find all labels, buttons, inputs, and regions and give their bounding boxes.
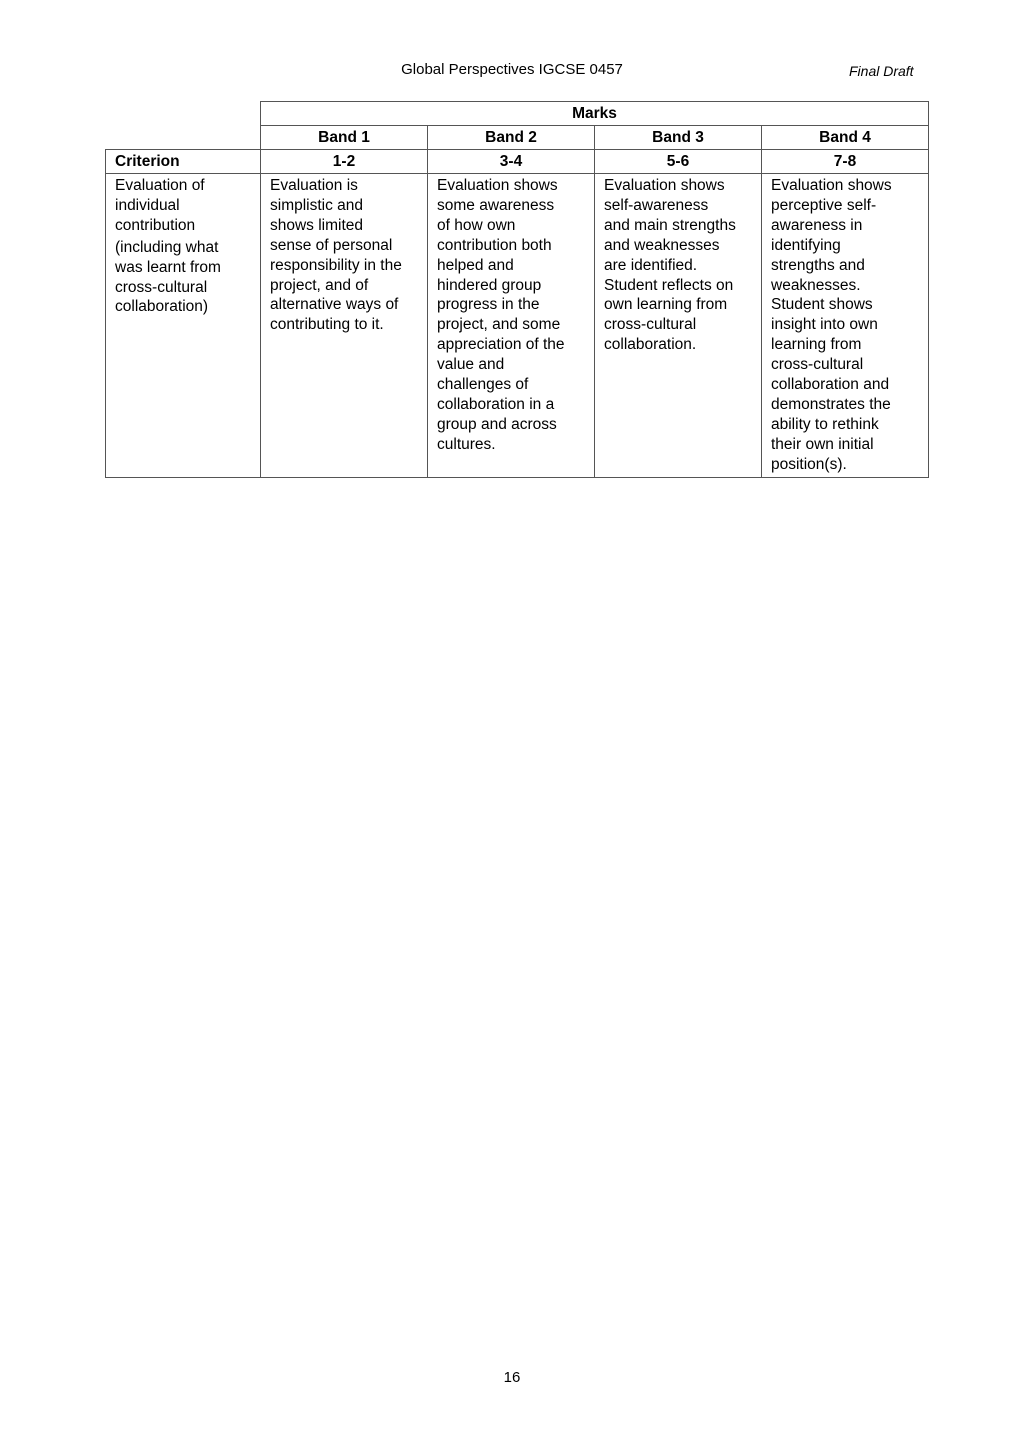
descriptor-line: awareness in xyxy=(771,216,863,234)
descriptor-line: position(s). xyxy=(771,455,847,473)
descriptor-line: project, and some xyxy=(437,316,561,334)
descriptor-line: insight into own xyxy=(771,316,878,334)
descriptor-line: Student shows xyxy=(771,296,873,314)
marks-header: Marks xyxy=(261,102,929,126)
criterion-text-line: Evaluation of xyxy=(115,177,205,194)
descriptor-line: cultures. xyxy=(437,435,496,453)
criterion-cell xyxy=(106,174,261,478)
criterion-text-line: cross-cultural xyxy=(115,278,208,296)
descriptor-line: project, and of xyxy=(270,276,369,294)
descriptor-line: some awareness xyxy=(437,196,555,214)
descriptor-line: cross-cultural xyxy=(604,316,697,334)
assessment-rubric-table xyxy=(105,101,929,478)
descriptor-line: shows limited xyxy=(270,216,364,234)
descriptor-line: simplistic and xyxy=(270,196,364,214)
descriptor-line: hindered group xyxy=(437,276,542,294)
descriptor-line: are identified. xyxy=(604,256,698,274)
criterion-header: Criterion xyxy=(106,150,261,174)
band-2-descriptor xyxy=(428,174,595,478)
descriptor-line: sense of personal xyxy=(270,236,393,254)
criterion-text-line: (including what xyxy=(115,238,219,256)
descriptor-line: responsibility in the xyxy=(270,256,402,274)
descriptor-line: Evaluation shows xyxy=(437,177,558,194)
descriptor-line: cross-cultural xyxy=(771,356,864,374)
band-4-header: Band 4 xyxy=(762,126,929,150)
descriptor-line: Student reflects on xyxy=(604,276,734,294)
band-1-header: Band 1 xyxy=(261,126,428,150)
band-labels-row xyxy=(106,126,929,150)
descriptor-line: demonstrates the xyxy=(771,395,891,413)
descriptor-line: and weaknesses xyxy=(604,236,720,254)
descriptor-line: strengths and xyxy=(771,256,865,274)
descriptor-line: group and across xyxy=(437,415,557,433)
descriptor-line: ability to rethink xyxy=(771,415,879,433)
descriptor-line: perceptive self- xyxy=(771,196,877,214)
draft-status-label: Final Draft xyxy=(849,63,914,79)
descriptor-line: Evaluation shows xyxy=(604,177,725,194)
mark-ranges-row xyxy=(106,150,929,174)
descriptor-line: collaboration. xyxy=(604,336,697,354)
marks-header-row xyxy=(106,102,929,126)
descriptor-line: alternative ways of xyxy=(270,296,399,314)
page-number: 16 xyxy=(503,1369,521,1386)
descriptor-line: identifying xyxy=(771,236,841,254)
descriptor-line: Evaluation is xyxy=(270,177,358,194)
band-2-range: 3-4 xyxy=(428,150,595,174)
criterion-text-line: collaboration) xyxy=(115,298,209,316)
descriptor-line: helped and xyxy=(437,256,514,274)
blank-corner-cell xyxy=(106,102,261,126)
band-3-range: 5-6 xyxy=(595,150,762,174)
band-3-header: Band 3 xyxy=(595,126,762,150)
band-4-descriptor xyxy=(762,174,929,478)
descriptor-line: learning from xyxy=(771,336,862,354)
descriptor-line: of how own xyxy=(437,216,516,234)
blank-corner-cell xyxy=(106,126,261,150)
band-3-descriptor xyxy=(595,174,762,478)
document-header-title: Global Perspectives IGCSE 0457 xyxy=(401,61,623,78)
band-4-range: 7-8 xyxy=(762,150,929,174)
descriptor-line: appreciation of the xyxy=(437,336,565,354)
band-2-header: Band 2 xyxy=(428,126,595,150)
descriptor-line: and main strengths xyxy=(604,216,736,234)
descriptor-line: collaboration in a xyxy=(437,395,555,413)
descriptor-line: Evaluation shows xyxy=(771,177,892,194)
descriptor-line: contributing to it. xyxy=(270,316,384,334)
descriptor-line: challenges of xyxy=(437,376,529,394)
descriptor-line: weaknesses. xyxy=(771,276,861,294)
descriptor-line: progress in the xyxy=(437,296,540,314)
criterion-text-line: individual xyxy=(115,196,180,214)
descriptor-line: their own initial xyxy=(771,435,874,453)
criterion-text-line: contribution xyxy=(115,216,196,234)
descriptor-line: contribution both xyxy=(437,236,552,254)
descriptor-line: self-awareness xyxy=(604,196,709,214)
descriptor-line: own learning from xyxy=(604,296,728,314)
descriptor-line: value and xyxy=(437,356,505,374)
criterion-text-line: was learnt from xyxy=(115,258,221,276)
band-1-descriptor xyxy=(261,174,428,478)
band-1-range: 1-2 xyxy=(261,150,428,174)
criterion-row xyxy=(106,174,929,478)
descriptor-line: collaboration and xyxy=(771,376,890,394)
